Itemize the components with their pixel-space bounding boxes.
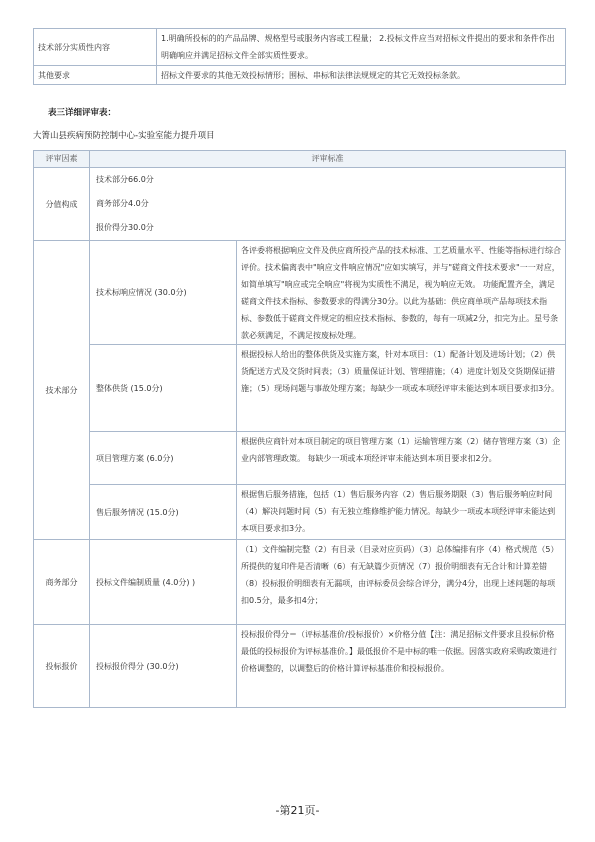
table-row [34, 540, 566, 625]
table-header [34, 151, 566, 168]
header-factor: 评审因素 [34, 151, 90, 168]
table-row [34, 625, 566, 708]
technical-label: 技术部分 [34, 241, 90, 540]
item-name: 投标报价得分 (30.0分) [90, 625, 237, 708]
item-name: 项目管理方案 (6.0分) [90, 432, 237, 485]
price-label: 投标报价 [34, 625, 90, 708]
table-row [34, 241, 566, 345]
table-row [34, 345, 566, 432]
item-desc: （1）文件编制完整（2）有目录（目录对应页码）（3）总体编排有序（4）格式规范（5）所提供的复印件是否清晰（6）有无缺篇少页情况（7）报价明细表有无合计和计算差错（8）投标报价明细表有无漏项，由评标委员会综合评分，满分4分，出现上述问题的每项扣0.5分，最多扣4分； [237, 540, 566, 625]
score-composition-label: 分值构成 [34, 168, 90, 241]
row-label: 技术部分实质性内容 [34, 29, 157, 66]
row-label: 其他要求 [34, 66, 157, 85]
item-name: 整体供货 (15.0分) [90, 345, 237, 432]
business-label: 商务部分 [34, 540, 90, 625]
header-standard: 评审标准 [90, 151, 566, 168]
page-number: -第21页- [275, 804, 320, 817]
section-title: 表三详细评审表： [48, 108, 117, 118]
item-desc: 根据供应商针对本项目制定的项目管理方案（1）运输管理方案（2）储存管理方案（3）企业内部管理政策。 每缺少一项或本项经评审未能达到本项目要求扣2分。 [237, 432, 566, 485]
list-item: 商务部分4.0分 [96, 199, 149, 208]
table-row [34, 66, 566, 85]
requirements-table [33, 28, 566, 85]
item-desc: 根据售后服务措施，包括（1）售后服务内容（2）售后服务期限（3）售后服务响应时间（4）解决问题时间（5）有无独立维修维护能力情况。每缺少一项或本项经评审未能达到本项目要求扣3分。 [237, 485, 566, 540]
score-composition-list [90, 168, 566, 241]
list-item: 报价得分30.0分 [96, 223, 154, 232]
item-desc: 投标报价得分＝（评标基准价/投标报价）×价格分值【注：满足招标文件要求且投标价格最低的投标报价为评标基准价。】最低报价不是中标的唯一依据。因落实政府采购政策进行价格调整的，以调整后的价格计算评标基准价和投标报价。 [237, 625, 566, 708]
row-content: 1.明确所投标的的产品品牌、规格型号或服务内容或工程量； 2.投标文件应当对招标文件提出的要求和条件作出明确响应并满足招标文件全部实质性要求。 [157, 29, 566, 66]
item-desc: 各评委将根据响应文件及供应商所投产品的技术标准、工艺质量水平、性能等指标进行综合评价。技术偏离表中"响应文件响应情况"应如实填写，并与"磋商文件技术要求"一一对应，如简单填写"响应或完全响应"将视为实质性不满足，视为响应无效。 功能配置齐全，满足磋商文件技术指标、参数要求的得满分30分。以此为基础：供应商单项产品每项技术指标、参数低于磋商文件规定的相应技术指标、参数的，每有一项减2分，扣完为止。星号条款必须满足，不满足按废标处理。 [237, 241, 566, 345]
item-name: 售后服务情况 (15.0分) [90, 485, 237, 540]
evaluation-table [33, 150, 566, 708]
table-row [34, 432, 566, 485]
project-title: 大箐山县疾病预防控制中心-实验室能力提升项目 [33, 131, 215, 141]
table-row [34, 29, 566, 66]
table-row [34, 168, 566, 241]
item-desc: 根据投标人给出的整体供货及实施方案，针对本项目：（1）配备计划及进场计划；（2）供货配送方式及交货时间表；（3）质量保证计划、管理措施；（4）进度计划及交货期保证措施；（5）现场问题与事故处理方案；每缺少一项或本项经评审未能达到本项目要求扣3分。 [237, 345, 566, 432]
table-row [34, 485, 566, 540]
item-name: 技术标响应情况 (30.0分) [90, 241, 237, 345]
list-item: 技术部分66.0分 [96, 175, 154, 184]
row-content: 招标文件要求的其他无效投标情形；围标、串标和法律法规规定的其它无效投标条款。 [157, 66, 566, 85]
item-name: 投标文件编制质量 (4.0分) ) [90, 540, 237, 625]
